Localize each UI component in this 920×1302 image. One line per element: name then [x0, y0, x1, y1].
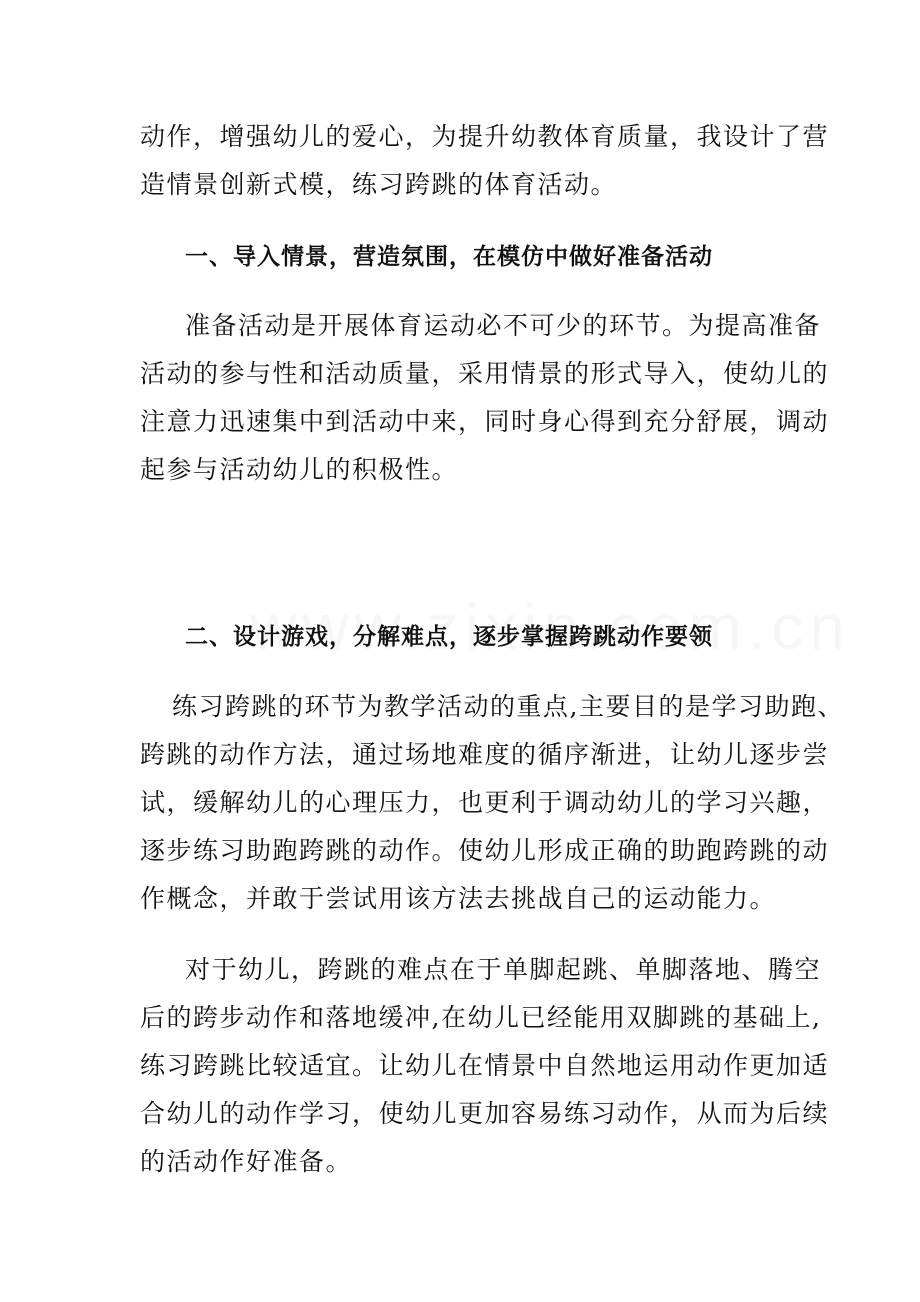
paragraph-line: 注意力迅速集中到活动中来，同时身心得到充分舒展，调动 — [140, 407, 830, 436]
paragraph-line: 作概念，并敢于尝试用该方法去挑战自己的运动能力。 — [140, 884, 777, 913]
paragraph-line: 起参与活动幼儿的积极性。 — [140, 455, 459, 484]
paragraph-line: 逐步练习助跑跨跳的动作。使幼儿形成正确的助跑跨跳的动 — [140, 836, 830, 865]
section-2-heading: 二、设计游戏，分解难点，逐步掌握跨跳动作要领 — [185, 624, 713, 650]
paragraph-line: 的活动作好准备。 — [140, 1147, 353, 1176]
paragraph-line: 活动的参与性和活动质量，采用情景的形式导入，使幼儿的 — [140, 359, 830, 388]
paragraph-line: 合幼儿的动作学习，使幼儿更加容易练习动作，从而为后续 — [140, 1099, 830, 1128]
paragraph-line: 练习跨跳比较适宜。让幼儿在情景中自然地运用动作更加适 — [140, 1051, 830, 1080]
paragraph-line: 练习跨跳的环节为教学活动的重点,主要目的是学习助跑、 — [172, 692, 844, 721]
paragraph-line: 造情景创新式模，练习跨跳的体育活动。 — [140, 170, 618, 199]
paragraph-line: 跨跳的动作方法，通过场地难度的循序渐进，让幼儿逐步尝 — [140, 740, 830, 769]
paragraph-line: 动作，增强幼儿的爱心，为提升幼教体育质量，我设计了营 — [140, 122, 830, 151]
paragraph-line: 后的跨步动作和落地缓冲,在幼儿已经能用双脚跳的基础上, — [140, 1003, 822, 1032]
paragraph-line: 准备活动是开展体育运动必不可少的环节。为提高准备 — [185, 311, 822, 340]
paragraph-line: 试，缓解幼儿的心理压力，也更利于调动幼儿的学习兴趣， — [140, 788, 830, 817]
paragraph-line: 对于幼儿，跨跳的难点在于单脚起跳、单脚落地、腾空 — [185, 955, 822, 984]
section-1-heading: 一、导入情景，营造氛围，在模仿中做好准备活动 — [185, 244, 713, 270]
